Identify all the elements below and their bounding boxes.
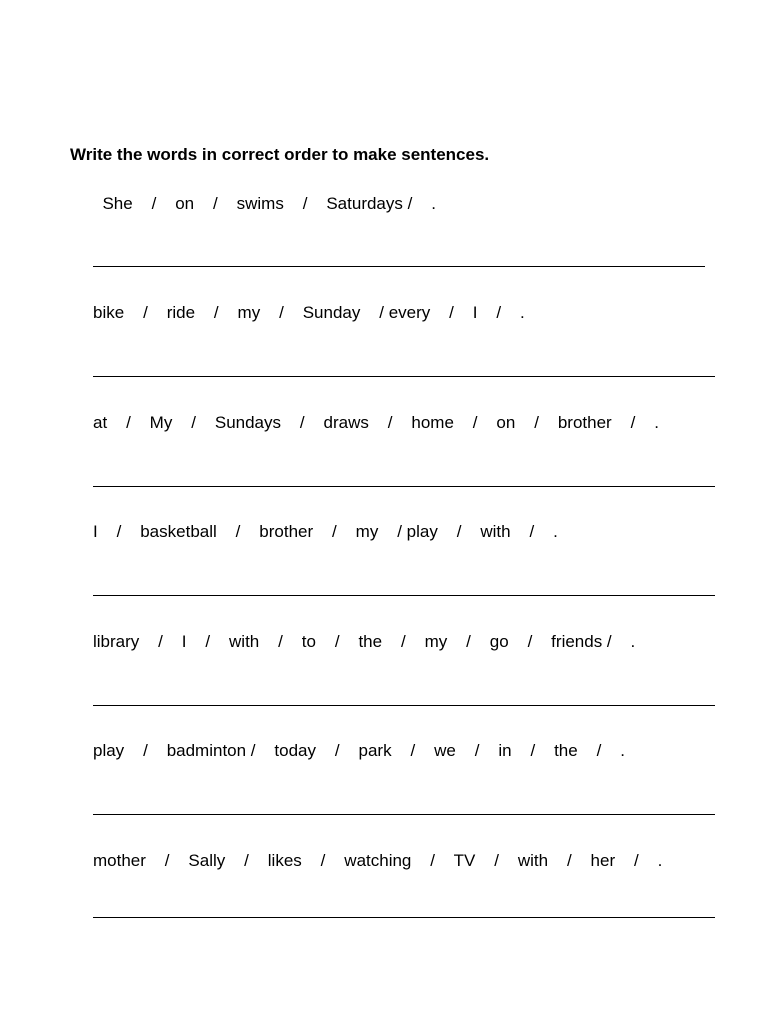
exercise-4: [0, 522, 768, 542]
exercise-5: [0, 632, 768, 652]
scrambled-words: mother / Sally / likes / watching / TV / with / her / .: [93, 851, 663, 870]
answer-line-6[interactable]: [93, 814, 715, 815]
scrambled-words: library / I / with / to / the / my / go / friends / .: [93, 632, 636, 651]
answer-line-1[interactable]: [93, 266, 705, 267]
answer-line-2[interactable]: [93, 376, 715, 377]
scrambled-words: She / on / swims / Saturdays / .: [93, 194, 436, 213]
answer-line-4[interactable]: [93, 595, 715, 596]
exercise-6: [0, 741, 768, 761]
scrambled-words: I / basketball / brother / my / play / with / .: [93, 522, 558, 541]
scrambled-words: bike / ride / my / Sunday / every / I / .: [93, 303, 525, 322]
exercise-1: [0, 194, 768, 214]
exercise-3: [0, 413, 768, 433]
exercise-7: [0, 851, 768, 871]
answer-line-7[interactable]: [93, 917, 715, 918]
scrambled-words: play / badminton / today / park / we / in / the / .: [93, 741, 625, 760]
answer-line-3[interactable]: [93, 486, 715, 487]
answer-line-5[interactable]: [93, 705, 715, 706]
exercise-2: [0, 303, 768, 323]
scrambled-words: at / My / Sundays / draws / home / on / brother / .: [93, 413, 659, 432]
instruction-heading: Write the words in correct order to make sentences.: [70, 145, 490, 164]
